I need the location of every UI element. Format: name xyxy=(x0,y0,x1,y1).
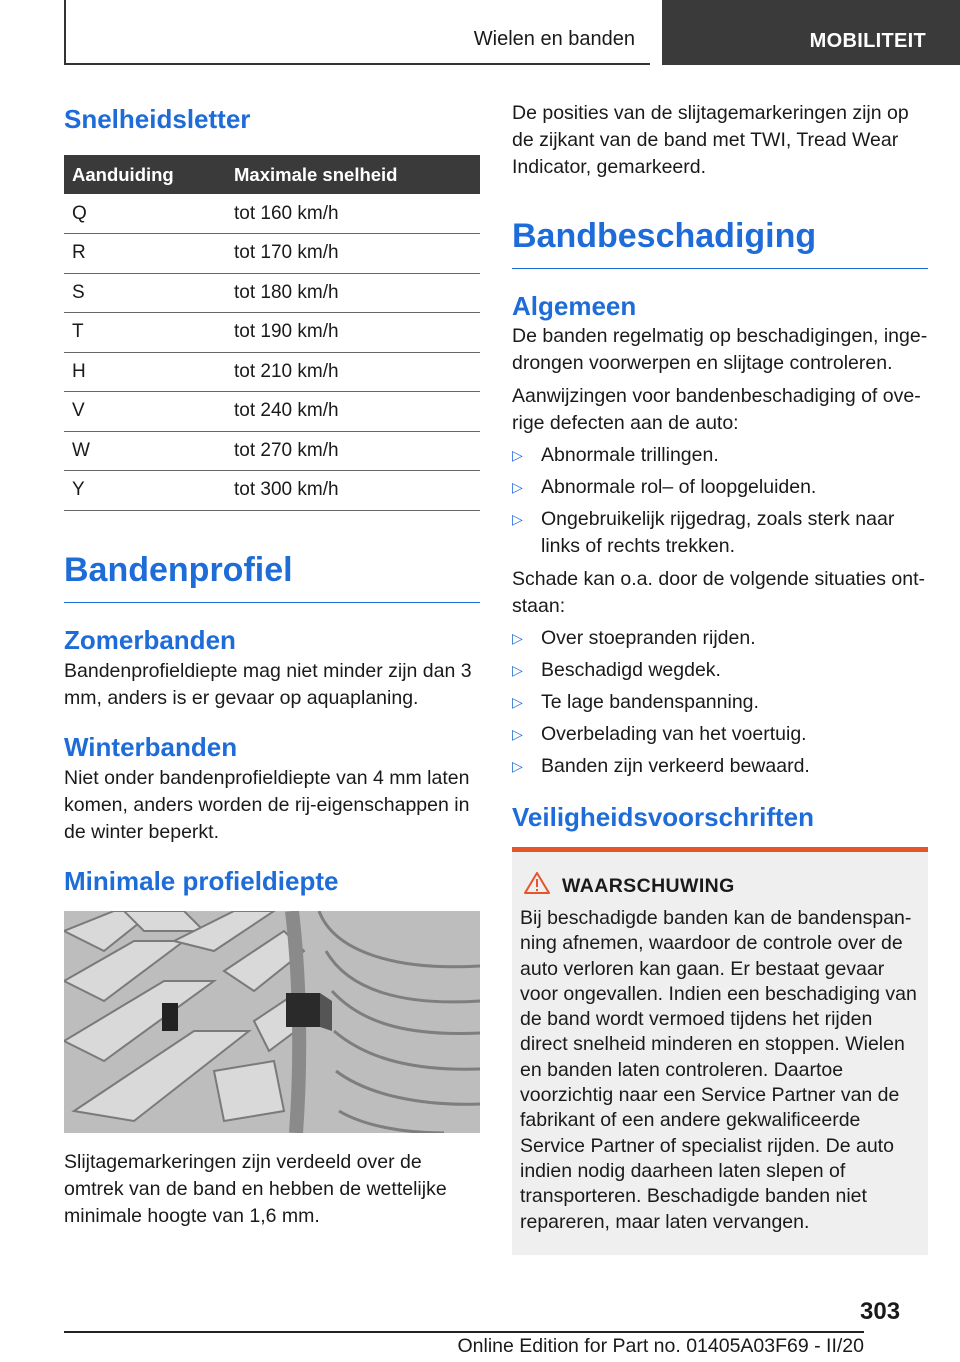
triangle-right-icon: ▷ xyxy=(512,511,523,527)
damage-causes-list xyxy=(512,625,928,780)
header-bottom-rule xyxy=(64,63,650,65)
tread-wear-indicator-image xyxy=(64,911,480,1133)
page-number: 303 xyxy=(860,1298,901,1325)
speed-code: H xyxy=(64,352,226,392)
general-text-1: De banden regelmatig op beschadigingen, ingedrongen voorwerpen en slijtage controleren. xyxy=(512,325,928,374)
triangle-right-icon: ▷ xyxy=(512,662,523,678)
table-row xyxy=(64,471,480,511)
right-column xyxy=(512,100,928,1255)
speed-code: Q xyxy=(64,194,226,234)
speed-code: T xyxy=(64,313,226,353)
left-column xyxy=(64,96,480,1230)
summer-tyres-text: Bandenprofieldiepte mag niet minder zijn dan 3 mm, anders is er gevaar op aquaplaning. xyxy=(64,659,472,709)
list-item: ▷ Beschadigd wegdek. xyxy=(512,657,928,684)
speed-letter-heading: Snelheidsletter xyxy=(64,104,251,134)
list-item: ▷ Overbelading van het voertuig. xyxy=(512,721,928,748)
general-heading: Algemeen xyxy=(512,291,637,321)
warning-triangle-icon xyxy=(524,872,550,900)
header-chapter-tab[interactable] xyxy=(662,0,960,65)
speed-value: tot 190 km/h xyxy=(226,313,480,353)
header-left-rule xyxy=(64,0,66,64)
damage-signs-list xyxy=(512,442,928,560)
list-item: ▷ Banden zijn verkeerd bewaard. xyxy=(512,753,928,780)
triangle-right-icon: ▷ xyxy=(512,758,523,774)
warning-box xyxy=(512,847,928,1255)
footer-rule xyxy=(64,1331,864,1333)
twi-text: De posities van de slijtagemarkeringen zijn op de zijkant van de band met TWI, Tread Wear Indicator, gemarkeerd. xyxy=(512,102,909,178)
list-item: ▷ Te lage bandenspanning. xyxy=(512,689,928,716)
speed-table-header-row xyxy=(64,155,480,194)
speed-value: tot 300 km/h xyxy=(226,471,480,511)
warning-text: Bij beschadigde banden kan de bandenspanning afnemen, waardoor de controle over de auto verloren kan gaan. Er bestaat gevaar voor ongevallen. Indien een beschadiging van de band wordt vermoed tijdens het rijden direct snelheid minderen en stoppen. Wielen en banden laten controleren. Daartoe voorzichtig naar een Service Partner van de fabrikant of een andere gekwalificeerde Service Partner of specialist rijden. De auto indien nodig daarheen laten slepen of transporteren. Beschadigde banden niet repareren, maar laten vervangen. xyxy=(520,907,917,1233)
speed-value: tot 240 km/h xyxy=(226,392,480,432)
winter-tyres-text: Niet onder bandenprofieldiepte van 4 mm laten komen, anders worden de rij‑eigenschappen in de winter beperkt. xyxy=(64,766,470,843)
tyre-damage-heading: Bandbeschadiging xyxy=(512,217,928,269)
summer-tyres-heading: Zomerbanden xyxy=(64,624,236,655)
speed-table xyxy=(64,155,480,511)
speed-value: tot 160 km/h xyxy=(226,194,480,234)
table-row xyxy=(64,431,480,471)
winter-tyres-heading: Winterbanden xyxy=(64,731,238,762)
header-section-title: Wielen en banden xyxy=(473,28,635,50)
min-tread-heading: Minimale profieldiepte xyxy=(64,865,339,896)
header-chapter-label: MOBILITEIT xyxy=(809,30,926,52)
footer-edition: Online Edition for Part no. 01405A03F69 - II/20 xyxy=(457,1335,864,1357)
speed-code: V xyxy=(64,392,226,432)
triangle-right-icon: ▷ xyxy=(512,630,523,646)
table-row xyxy=(64,392,480,432)
table-row xyxy=(64,234,480,274)
speed-code: W xyxy=(64,431,226,471)
tread-profile-heading: Bandenprofiel xyxy=(64,551,480,603)
list-item: ▷ Over stoepranden rijden. xyxy=(512,625,928,652)
triangle-right-icon: ▷ xyxy=(512,694,523,710)
speed-value: tot 180 km/h xyxy=(226,273,480,313)
speed-value: tot 170 km/h xyxy=(226,234,480,274)
triangle-right-icon: ▷ xyxy=(512,726,523,742)
triangle-right-icon: ▷ xyxy=(512,447,523,463)
table-row xyxy=(64,352,480,392)
speed-table-header-max: Maximale snelheid xyxy=(226,155,480,194)
list-item: ▷ Abnormale rol– of loopgeluiden. xyxy=(512,474,928,501)
table-row xyxy=(64,273,480,313)
list-item: ▷ Ongebruikelijk rijgedrag, zoals sterk naar links of rechts trekken. xyxy=(512,508,895,557)
safety-heading: Veiligheidsvoorschriften xyxy=(512,802,814,832)
speed-code: S xyxy=(64,273,226,313)
damage-causes-text: Schade kan o.a. door de volgende situaties ontstaan: xyxy=(512,568,926,617)
speed-code: R xyxy=(64,234,226,274)
table-row xyxy=(64,313,480,353)
speed-value: tot 210 km/h xyxy=(226,352,480,392)
list-item: ▷ Abnormale trillingen. xyxy=(512,442,928,469)
general-text-2: Aanwijzingen voor bandenbeschadiging of overige defecten aan de auto: xyxy=(512,385,921,434)
warning-title: WAARSCHUWING xyxy=(562,874,735,897)
speed-table-header-code: Aanduiding xyxy=(64,155,226,194)
speed-value: tot 270 km/h xyxy=(226,431,480,471)
speed-code: Y xyxy=(64,471,226,511)
triangle-right-icon: ▷ xyxy=(512,479,523,495)
min-tread-text: Slijtagemarkeringen zijn verdeeld over de omtrek van de band en hebben de wettelijke minimale hoogte van 1,6 mm. xyxy=(64,1150,447,1227)
table-row xyxy=(64,194,480,234)
warning-header xyxy=(520,872,918,900)
